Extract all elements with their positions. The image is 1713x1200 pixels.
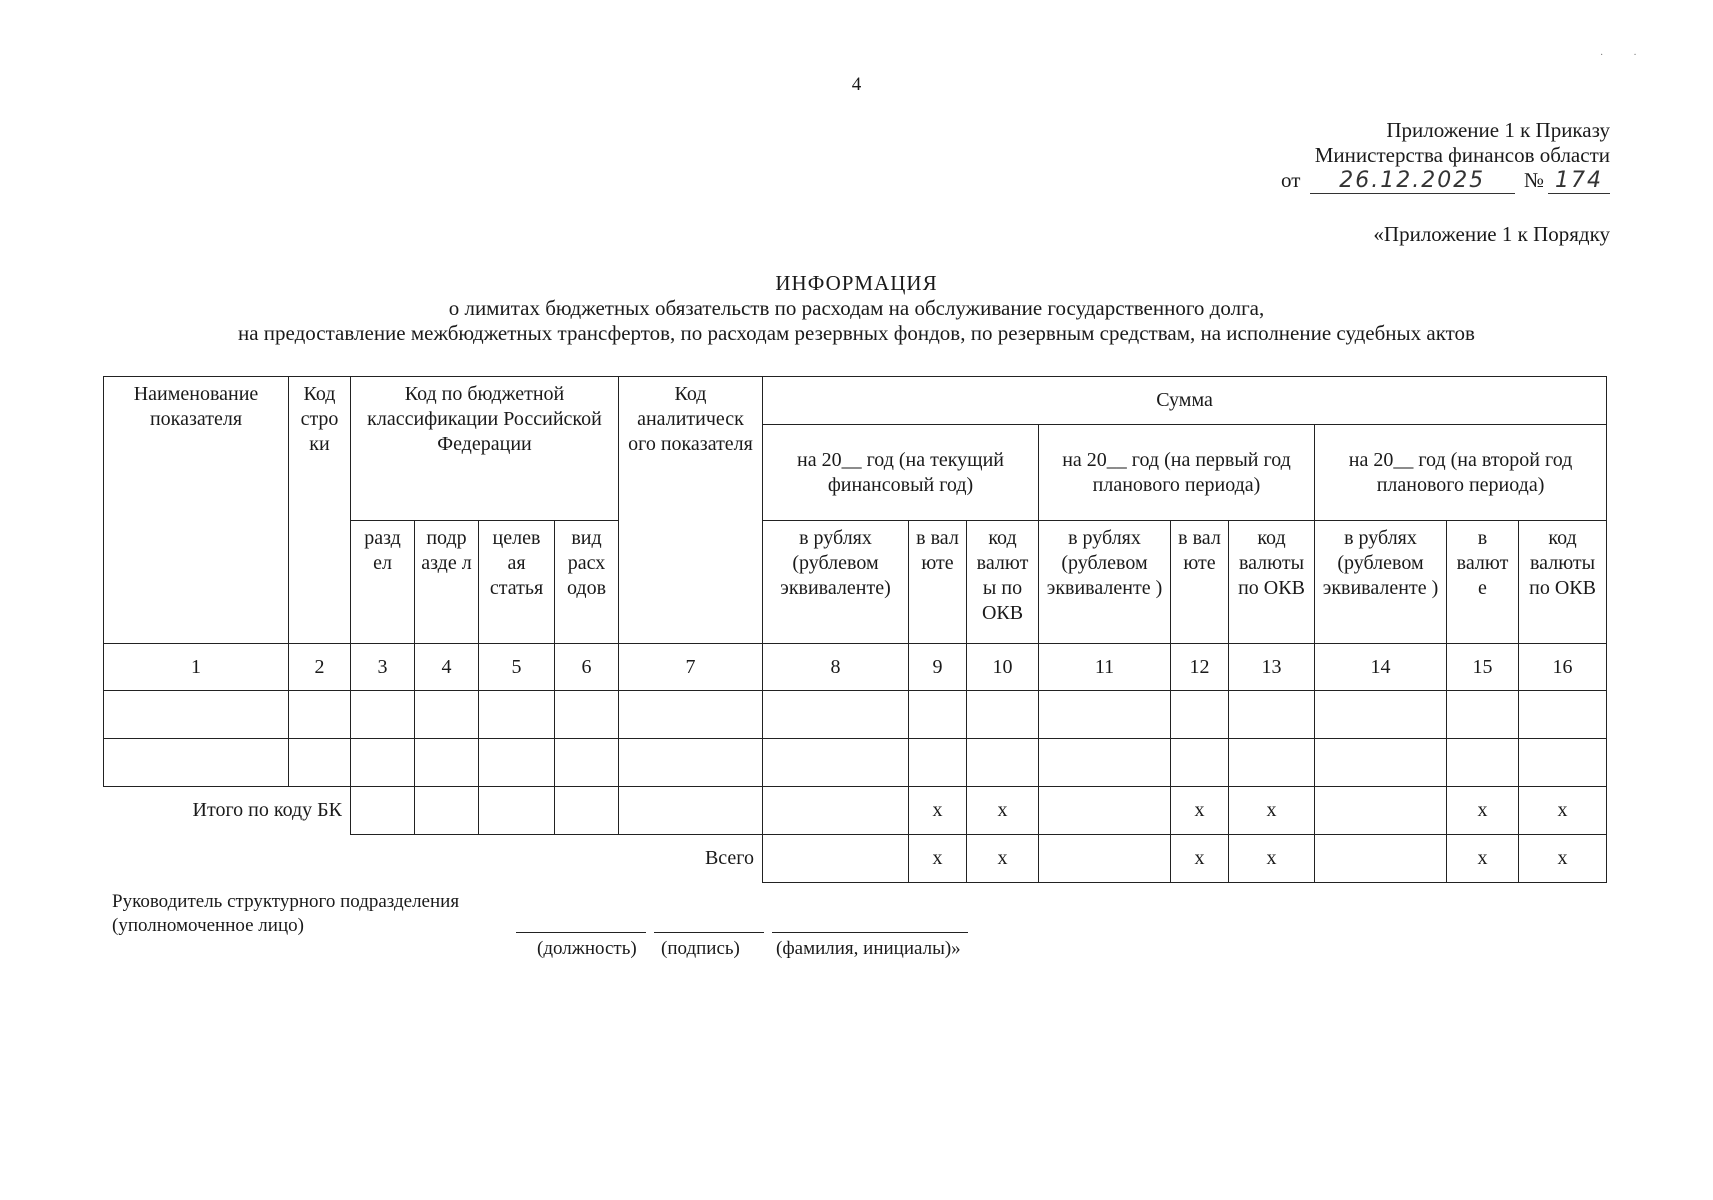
header-year-plan1: на 20__ год (на первый год планового периода) <box>1039 425 1315 521</box>
column-number: 12 <box>1171 644 1229 691</box>
data-cell[interactable] <box>1519 691 1607 739</box>
x-mark: х <box>1519 787 1607 835</box>
data-cell[interactable] <box>555 739 619 787</box>
data-cell[interactable] <box>1171 691 1229 739</box>
data-cell[interactable] <box>763 787 909 835</box>
data-cell[interactable] <box>763 691 909 739</box>
header-analytic: Код аналитическ ого показателя <box>619 377 763 644</box>
table-row <box>104 739 1607 787</box>
scan-specks: · · <box>1600 50 1637 61</box>
table-row <box>104 691 1607 739</box>
data-cell[interactable] <box>479 691 555 739</box>
header-val-3: в валют е <box>1447 521 1519 644</box>
column-number: 14 <box>1315 644 1447 691</box>
column-number: 6 <box>555 644 619 691</box>
appendix-line2: Министерства финансов области <box>1314 143 1610 167</box>
signatory-line1: Руководитель структурного подразделения <box>112 891 460 912</box>
header-okv-1: код валют ы по ОКВ <box>967 521 1039 644</box>
signatory-block <box>112 890 459 938</box>
column-number: 15 <box>1447 644 1519 691</box>
number-prefix: № <box>1523 168 1544 192</box>
column-number: 2 <box>289 644 351 691</box>
header-bk: Код по бюджетной классификации Российской Федерации <box>351 377 619 521</box>
data-cell[interactable] <box>619 739 763 787</box>
header-podrazdel: подр азде л <box>415 521 479 644</box>
data-cell[interactable] <box>1039 787 1171 835</box>
title-line1: о лимитах бюджетных обязательств по расходам на обслуживание государственного долга, <box>448 296 1265 320</box>
spacer <box>104 835 619 883</box>
data-cell[interactable] <box>555 787 619 835</box>
data-cell[interactable] <box>1039 835 1171 883</box>
document-title <box>0 271 1713 346</box>
header-rub-1: в рублях (рублевом эквиваленте) <box>763 521 909 644</box>
header-rub-2: в рублях (рублевом эквиваленте ) <box>1039 521 1171 644</box>
appendix-block <box>1281 118 1610 194</box>
column-number: 13 <box>1229 644 1315 691</box>
header-celevaya: целев ая статья <box>479 521 555 644</box>
data-cell[interactable] <box>1447 739 1519 787</box>
header-rub-3: в рублях (рублевом эквиваленте ) <box>1315 521 1447 644</box>
data-cell[interactable] <box>967 739 1039 787</box>
appendix-line1: Приложение 1 к Приказу <box>1386 118 1610 142</box>
header-sum: Сумма <box>763 377 1607 425</box>
x-mark: х <box>967 787 1039 835</box>
header-okv-3: код валюты по ОКВ <box>1519 521 1607 644</box>
data-cell[interactable] <box>351 691 415 739</box>
data-cell[interactable] <box>415 787 479 835</box>
handwritten-number: 174 <box>1548 168 1610 194</box>
data-cell[interactable] <box>1039 691 1171 739</box>
data-cell[interactable] <box>555 691 619 739</box>
data-cell[interactable] <box>1519 739 1607 787</box>
total-all-row <box>104 835 1607 883</box>
data-cell[interactable] <box>909 691 967 739</box>
header-vid: вид расх одов <box>555 521 619 644</box>
column-number: 11 <box>1039 644 1171 691</box>
data-cell[interactable] <box>1171 739 1229 787</box>
name-caption: (фамилия, инициалы)» <box>776 938 961 959</box>
x-mark: х <box>1229 787 1315 835</box>
total-bk-label: Итого по коду БК <box>104 787 351 835</box>
signature-caption: (подпись) <box>661 938 740 959</box>
page-number: 4 <box>851 74 862 95</box>
x-mark: х <box>1171 787 1229 835</box>
data-cell[interactable] <box>1447 691 1519 739</box>
data-cell[interactable] <box>1315 691 1447 739</box>
data-cell[interactable] <box>1229 691 1315 739</box>
total-all-label: Всего <box>619 835 763 883</box>
column-number: 1 <box>104 644 289 691</box>
header-okv-2: код валюты по ОКВ <box>1229 521 1315 644</box>
order-appendix: «Приложение 1 к Порядку <box>1373 222 1610 246</box>
appendix-date-line <box>1281 168 1610 194</box>
data-cell[interactable] <box>351 787 415 835</box>
data-cell[interactable] <box>289 739 351 787</box>
header-year-plan2: на 20__ год (на второй год планового периода) <box>1315 425 1607 521</box>
data-cell[interactable] <box>763 739 909 787</box>
x-mark: х <box>1447 787 1519 835</box>
signature-line[interactable] <box>654 932 764 933</box>
column-number: 10 <box>967 644 1039 691</box>
column-number: 16 <box>1519 644 1607 691</box>
position-line[interactable] <box>516 932 646 933</box>
limits-table <box>103 376 1607 883</box>
data-cell[interactable] <box>619 691 763 739</box>
data-cell[interactable] <box>763 835 909 883</box>
x-mark: х <box>1447 835 1519 883</box>
data-cell[interactable] <box>415 739 479 787</box>
data-cell[interactable] <box>415 691 479 739</box>
header-razdel: разд ел <box>351 521 415 644</box>
handwritten-date: 26.12.2025 <box>1310 168 1515 194</box>
date-prefix: от <box>1281 168 1301 192</box>
data-cell[interactable] <box>1315 787 1447 835</box>
data-cell[interactable] <box>1315 739 1447 787</box>
data-cell[interactable] <box>104 691 289 739</box>
column-number: 8 <box>763 644 909 691</box>
x-mark: х <box>1519 835 1607 883</box>
column-number: 4 <box>415 644 479 691</box>
title-heading: ИНФОРМАЦИЯ <box>775 271 938 295</box>
data-cell[interactable] <box>909 739 967 787</box>
title-line2: на предоставление межбюджетных трансфертов, по расходам резервных фондов, по резервным средствам, на исполнение судебных актов <box>238 321 1475 345</box>
data-cell[interactable] <box>619 787 763 835</box>
data-cell[interactable] <box>351 739 415 787</box>
header-name: Наименование показателя <box>104 377 289 644</box>
header-val-1: в вал юте <box>909 521 967 644</box>
x-mark: х <box>1171 835 1229 883</box>
data-cell[interactable] <box>289 691 351 739</box>
data-cell[interactable] <box>1039 739 1171 787</box>
data-cell[interactable] <box>479 739 555 787</box>
data-cell[interactable] <box>479 787 555 835</box>
x-mark: х <box>909 787 967 835</box>
column-number: 3 <box>351 644 415 691</box>
total-bk-row <box>104 787 1607 835</box>
header-row-code: Код стро ки <box>289 377 351 644</box>
column-number: 7 <box>619 644 763 691</box>
name-line[interactable] <box>772 932 968 933</box>
column-number: 5 <box>479 644 555 691</box>
header-year-current: на 20__ год (на текущий финансовый год) <box>763 425 1039 521</box>
x-mark: х <box>1229 835 1315 883</box>
position-caption: (должность) <box>537 938 637 959</box>
data-cell[interactable] <box>1229 739 1315 787</box>
x-mark: х <box>967 835 1039 883</box>
header-val-2: в вал юте <box>1171 521 1229 644</box>
x-mark: х <box>909 835 967 883</box>
data-cell[interactable] <box>104 739 289 787</box>
signatory-line2: (уполномоченное лицо) <box>112 915 304 936</box>
data-cell[interactable] <box>1315 835 1447 883</box>
data-cell[interactable] <box>967 691 1039 739</box>
column-number: 9 <box>909 644 967 691</box>
